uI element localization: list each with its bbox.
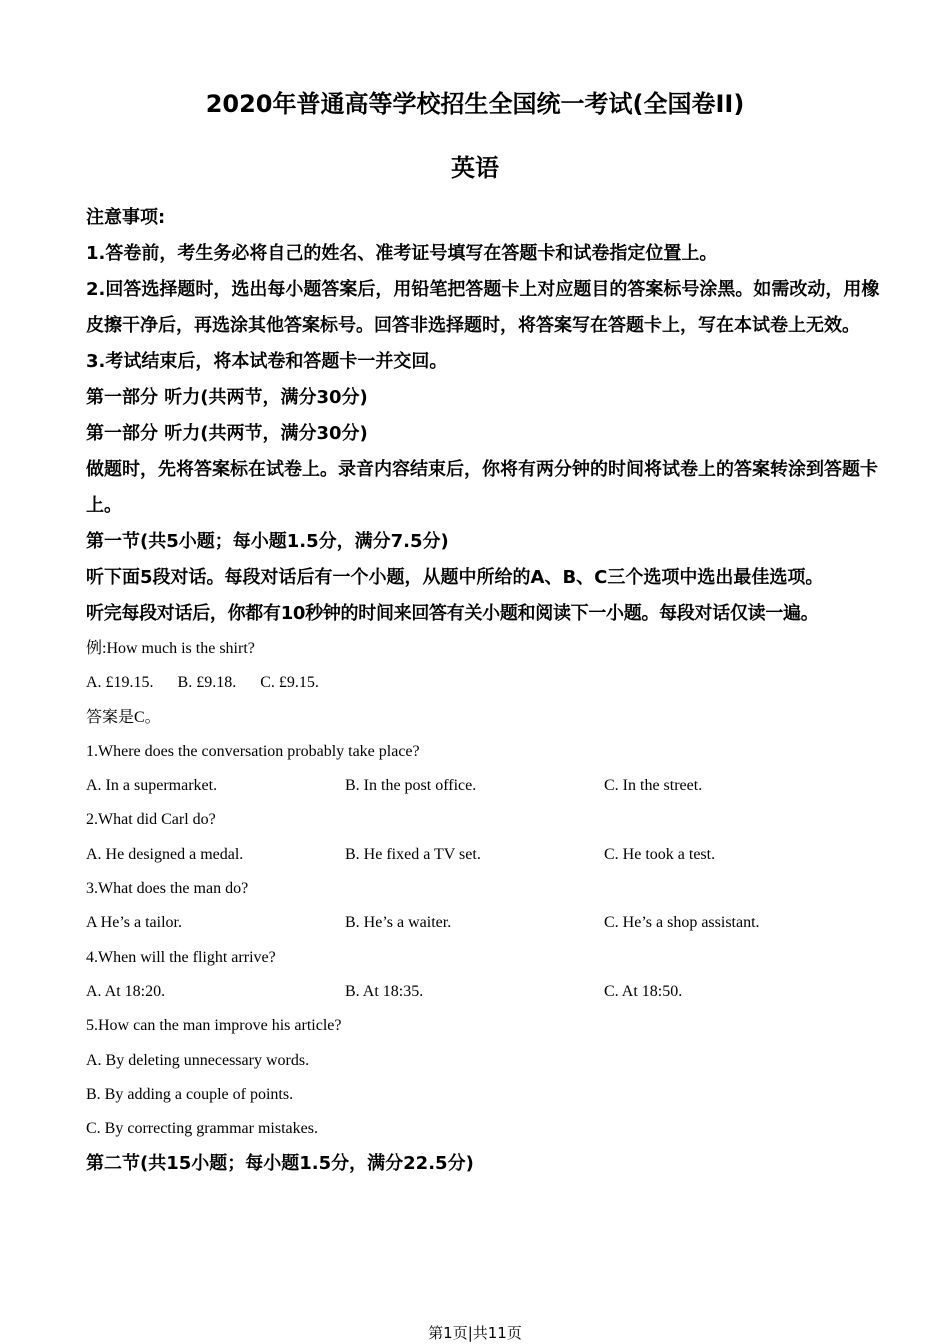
option-b: B. By adding a couple of points.: [86, 1085, 294, 1103]
question-4-options: [86, 975, 886, 1009]
option-a: A. By deleting unnecessary words.: [86, 1051, 310, 1069]
option-c: C. By correcting grammar mistakes.: [86, 1120, 318, 1138]
part1-heading-repeat: 第一部分 听力(共两节，满分30分): [86, 423, 368, 444]
question-5-stem: 5.How can the man improve his article?: [86, 1017, 342, 1035]
option-c: C. He’s a shop assistant.: [604, 914, 760, 932]
option-a: A. He designed a medal.: [86, 845, 244, 863]
option-b: B. He’s a waiter.: [345, 914, 452, 932]
option-a: A He’s a tailor.: [86, 914, 182, 932]
question-4-stem: 4.When will the flight arrive?: [86, 948, 276, 966]
question-1-stem: 1.Where does the conversation probably take place?: [86, 742, 420, 760]
notes-item-3: 3.考试结束后，将本试卷和答题卡一并交回。: [86, 351, 448, 372]
question-3-stem: 3.What does the man do?: [86, 880, 249, 898]
question-2-options: [86, 838, 886, 872]
notes-item-2: 2.回答选择题时，选出每小题答案后，用铅笔把答题卡上对应题目的答案标号涂黑。如需改动，用橡皮擦干净后，再选涂其他答案标号。回答非选择题时，将答案写在答题卡上，写在本试卷上无效。: [86, 279, 880, 336]
section1-instruction-2: 听完每段对话后，你都有10秒钟的时间来回答有关小题和阅读下一小题。每段对话仅读一遍。: [86, 603, 819, 624]
example-question: 例:How much is the shirt?: [86, 640, 255, 657]
option-b: B. At 18:35.: [345, 982, 424, 1000]
question-3-options: [86, 906, 886, 940]
option-b: B. He fixed a TV set.: [345, 845, 481, 863]
page-indicator: 第1页|共11页: [428, 1324, 522, 1342]
section1-instruction-1: 听下面5段对话。每段对话后有一个小题，从题中所给的A、B、C三个选项中选出最佳选项。: [86, 567, 824, 588]
question-2-stem: 2.What did Carl do?: [86, 811, 216, 829]
notes-item-1: 1.答卷前，考生务必将自己的姓名、准考证号填写在答题卡和试卷指定位置上。: [86, 243, 718, 264]
option-a: A. At 18:20.: [86, 982, 166, 1000]
section2-heading: 第二节(共15小题；每小题1.5分，满分22.5分): [86, 1153, 474, 1175]
subject-title: 英语: [451, 154, 499, 182]
option-a: A. In a supermarket.: [86, 777, 218, 795]
exam-title: 2020年普通高等学校招生全国统一考试(全国卷II): [205, 90, 745, 118]
option-c: C. He took a test.: [604, 845, 716, 863]
option-c: C. In the street.: [604, 777, 703, 795]
notes-heading: 注意事项:: [86, 207, 166, 228]
option-b: B. In the post office.: [345, 777, 477, 795]
option-c: C. At 18:50.: [604, 982, 683, 1000]
part1-heading: 第一部分 听力(共两节，满分30分): [86, 387, 368, 408]
question-1-options: [86, 769, 886, 803]
section1-heading: 第一节(共5小题；每小题1.5分，满分7.5分): [86, 531, 449, 552]
part1-instruction: 做题时，先将答案标在试卷上。录音内容结束后，你将有两分钟的时间将试卷上的答案转涂到答题卡上。: [86, 459, 878, 516]
example-answer: 答案是C。: [86, 708, 161, 726]
exam-content: [86, 200, 886, 1182]
example-options: A. £19.15. B. £9.18. C. £9.15.: [86, 674, 319, 692]
